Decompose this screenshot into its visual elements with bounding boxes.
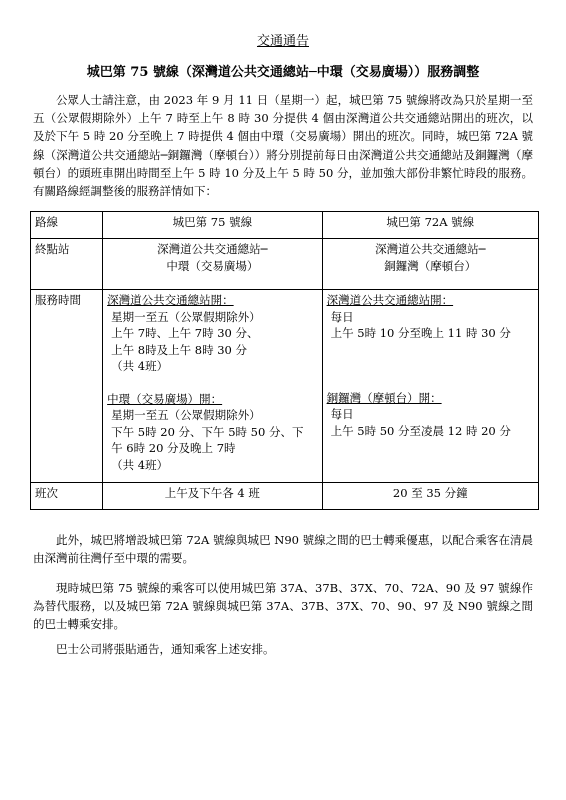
service-75 <box>103 290 322 483</box>
intro-paragraph: 公眾人士請注意，由 2023 年 9 月 11 日（星期一）起，城巴第 75 號線將改為只於星期一至五（公眾假期除外）上午 7 時至上午 8 時 30 分提供 4 個由深灣道公共交通總站開出的班次，以及於下午 5 時 20 分至晚上 7 時提供 4 個由中環（交易廣場）開出的班次。同時，城巴第 72A 號線（深灣道公共交通總站─銅鑼灣（摩頓台））將分別提前每日由深灣道公共交通總站及銅鑼灣（摩頓台）的頭班車開出時間至上午 5 時 10 分及上午 5 時 50 分，並加強大部份非繁忙時段的服務。有關路線經調整後的服務詳情如下： <box>33 93 533 199</box>
table-header-row <box>31 212 539 239</box>
table-row-service-hours <box>31 290 539 483</box>
terminus-75 <box>103 239 322 290</box>
table-row-frequency <box>31 483 539 510</box>
service-75-a-title: 深灣道公共交通總站開： <box>107 293 234 307</box>
service-75-b-title: 中環（交易廣場）開： <box>107 391 223 406</box>
terminus-72a-line2: 銅鑼灣（摩頓台） <box>384 258 477 273</box>
terminus-label: 終點站 <box>31 239 103 290</box>
service-72a-b-line: 上午 5時 50 分至凌晨 12 時 20 分 <box>330 423 511 438</box>
table-row-terminus <box>31 239 539 290</box>
service-75-a-line: 星期一至五（公眾假期除外） <box>111 309 261 324</box>
service-75-a-line: 上午 7時、上午 7時 30 分、 <box>111 326 259 340</box>
frequency-75: 上午及下午各 4 班 <box>103 483 322 510</box>
service-75-b-line: 下午 5時 20 分、下午 5時 50 分、下 <box>111 424 304 439</box>
closing-paragraph: 巴士公司將張貼通告，通知乘客上述安排。 <box>56 642 275 656</box>
terminus-72a-line1: 深灣道公共交通總站─ <box>375 242 486 256</box>
service-75-a-line: （共 4班） <box>111 359 169 373</box>
alternative-service-paragraph: 現時城巴第 75 號線的乘客可以使用城巴第 37A、37B、37X、70、72A、90 及 97 號線作為替代服務，以及城巴第 72A 號線與城巴第 37A、37B、37X、70、90、97 及 N90 號線之間的巴士轉乘安排。 <box>33 581 533 632</box>
service-label: 服務時間 <box>31 290 103 483</box>
service-75-b-line: 午 6時 20 分及晚上 7時 <box>111 441 236 455</box>
terminus-75-line2: 中環（交易廣場） <box>166 258 259 273</box>
spacer <box>327 342 534 390</box>
frequency-label: 班次 <box>31 483 103 510</box>
header-route-72a: 城巴第 72A 號線 <box>322 212 538 239</box>
notice-title: 交通通告 <box>256 34 309 49</box>
interchange-paragraph: 此外，城巴將增設城巴第 72A 號線與城巴 N90 號線之間的巴士轉乘優惠，以配合乘客在清晨由深灣前往灣仔至中環的需要。 <box>33 533 533 566</box>
header-route-75: 城巴第 75 號線 <box>103 212 322 239</box>
service-72a <box>322 290 538 483</box>
terminus-75-line1: 深灣道公共交通總站─ <box>157 242 268 256</box>
service-72a-b-title: 銅鑼灣（摩頓台）開： <box>326 390 442 405</box>
header-route: 路線 <box>31 212 103 239</box>
service-72a-a-title: 深灣道公共交通總站開： <box>326 293 454 307</box>
frequency-72a: 20 至 35 分鐘 <box>322 483 538 510</box>
service-table <box>30 211 539 510</box>
service-75-a-line: 上午 8時及上午 8時 30 分 <box>111 342 248 357</box>
service-72a-a-line: 每日 <box>330 309 354 324</box>
terminus-72a <box>322 239 538 290</box>
service-75-b-line: 星期一至五（公眾假期除外） <box>111 408 261 422</box>
service-72a-a-line: 上午 5時 10 分至晚上 11 時 30 分 <box>330 326 511 340</box>
service-72a-b-line: 每日 <box>330 407 354 421</box>
spacer <box>107 375 317 391</box>
notice-subtitle: 城巴第 75 號線（深灣道公共交通總站─中環（交易廣場））服務調整 <box>86 65 480 80</box>
service-75-b-line: （共 4班） <box>111 457 169 472</box>
